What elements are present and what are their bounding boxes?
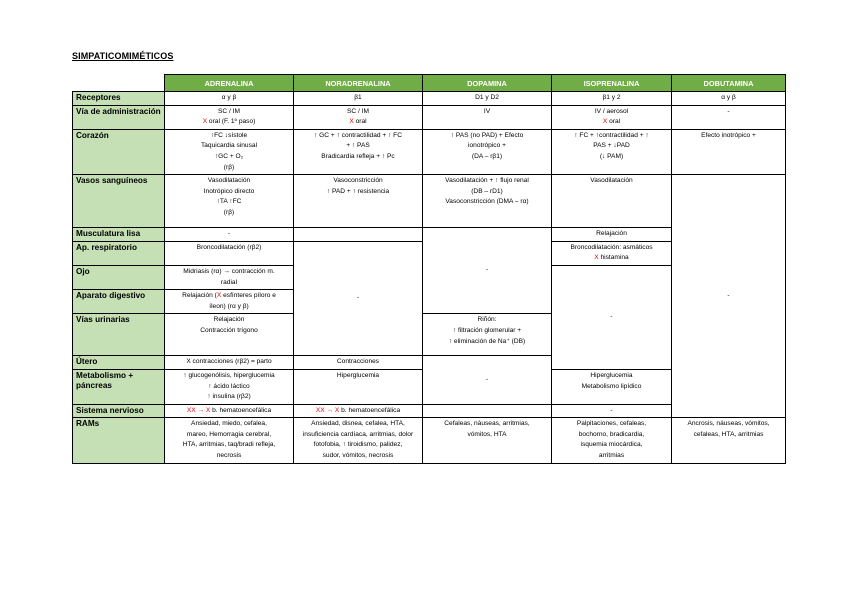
cell: - — [165, 228, 294, 242]
cell — [552, 418, 672, 463]
cell-line: cefaleas, HTA, arritmias — [693, 430, 764, 438]
sympathomimetics-table — [72, 74, 786, 464]
row-receptores — [73, 92, 786, 106]
negation-mark: X — [594, 254, 599, 262]
row-label: Ojo — [73, 265, 165, 289]
cell — [552, 105, 672, 129]
row-label: Receptores — [73, 92, 165, 106]
cell-text: oral — [353, 118, 367, 126]
cell-line: (rβ) — [223, 208, 235, 216]
negation-mark: X — [602, 118, 608, 126]
cell-line: Riñón: — [477, 316, 497, 324]
cell — [552, 369, 672, 404]
cell-line — [296, 117, 420, 128]
negation-mark: X — [349, 118, 354, 126]
cell-dopamina-dash: - — [423, 228, 552, 314]
cell-line: ↑TA ↑FC — [216, 198, 242, 206]
cell-line: HTA, arritmias, taq/bradi refleja, — [182, 441, 276, 449]
cell — [165, 290, 294, 314]
cell-line: Vasoconstricción — [333, 177, 383, 185]
cell-text: histamina — [598, 254, 629, 262]
cell-line: arritmias — [598, 452, 625, 460]
cell-line: insuficiencia cardíaca, arritmias, dolor — [302, 430, 414, 438]
cell — [165, 369, 294, 404]
cell-line: isquemia miocárdica, — [580, 441, 643, 449]
cell-dobutamina-dash: - — [672, 175, 786, 418]
cell-line: Relajación — [213, 316, 245, 324]
header-corner — [73, 75, 165, 92]
cell-line: Metabolismo lipídico — [581, 382, 642, 390]
cell — [552, 241, 672, 265]
negation-mark: X — [216, 292, 222, 300]
cell-line: Ansiedad, miedo, cefalea, — [191, 420, 267, 428]
row-label: Vías urinarias — [73, 314, 165, 356]
cell-line: ↑ filtración glomerular + — [452, 326, 522, 334]
document-title: SIMPATICOMIMÉTICOS — [72, 51, 174, 61]
cell-line — [554, 117, 669, 128]
cell-text: Relajación ( — [182, 292, 217, 300]
row-label: Vasos sanguíneos — [73, 175, 165, 228]
cell-line: IV / aerosol — [594, 107, 629, 115]
cell — [294, 129, 423, 174]
cell: - — [672, 105, 786, 129]
cell-line: + ↑ PAS — [346, 142, 370, 150]
row-via — [73, 105, 786, 129]
cell-line: ↑ glucogenólisis, hiperglucemia — [183, 371, 275, 379]
cell — [165, 418, 294, 463]
cell — [165, 105, 294, 129]
cell-line: ionotrópico + — [468, 142, 506, 150]
header-row — [73, 75, 786, 92]
cell-line: Palpitaciones, cefaleas, — [576, 420, 647, 428]
row-label: Útero — [73, 356, 165, 370]
cell-line: (DB – rD1) — [471, 187, 503, 195]
cell-line: (↓ PAM) — [599, 152, 624, 160]
cell-text: oral (F. 1º paso) — [207, 118, 256, 126]
cell-line: Contracción trígono — [200, 326, 258, 334]
cell-line: Vasodilatación + ↑ flujo renal — [445, 177, 529, 185]
cell — [423, 175, 552, 228]
cell-line: ↑ FC + ↑contractilidad + ↑ — [574, 131, 649, 139]
cell: Vasodilatación — [552, 175, 672, 228]
cell-line: ↑ PAD + ↑ resistencia — [326, 187, 390, 195]
cell — [423, 314, 552, 356]
row-rams — [73, 418, 786, 463]
row-label: Vía de administración — [73, 105, 165, 129]
cell-line: bochorno, bradicardia, — [578, 430, 645, 438]
cell-line: ↑ ácido láctico — [208, 382, 250, 390]
cell-line: (rβ) — [223, 163, 235, 171]
cell-line: radial — [220, 278, 238, 286]
cell: Relajación — [552, 228, 672, 242]
col-dopamina: DOPAMINA — [423, 75, 552, 92]
cell-line: vómitos, HTA — [467, 430, 507, 438]
col-isoprenalina: ISOPRENALINA — [552, 75, 672, 92]
cell — [165, 404, 294, 418]
cell — [165, 265, 294, 289]
cell-line: (DA – rβ1) — [471, 152, 503, 160]
cell — [423, 129, 552, 174]
negation-mark: X — [202, 118, 208, 126]
cell: β1 — [294, 92, 423, 106]
cell — [165, 175, 294, 228]
cell — [165, 129, 294, 174]
cell — [165, 314, 294, 356]
cell — [294, 404, 423, 418]
cell: α y β — [165, 92, 294, 106]
cell: Broncodilatación (rβ2) — [165, 241, 294, 265]
cell-line: Hiperglucemia — [590, 371, 633, 379]
cell — [672, 418, 786, 463]
cell-line: Taquicardia sinusal — [200, 142, 258, 150]
cell-line: Vasoconstricción (DMA – rα) — [445, 198, 529, 206]
cell: X contracciones (rβ2) = parto — [165, 356, 294, 370]
cell-line: mareo, Hemorragia cerebral, — [186, 430, 272, 438]
cell — [552, 129, 672, 174]
cell-text: oral — [607, 118, 621, 126]
col-dobutamina: DOBUTAMINA — [672, 75, 786, 92]
cell: Contracciones — [294, 356, 423, 370]
cell: β1 y 2 — [552, 92, 672, 106]
cell-line: Broncodilatación: asmáticos — [570, 243, 653, 251]
cell-line: íleon) (rα y β) — [209, 302, 249, 310]
cell-line: SC / IM — [218, 107, 240, 115]
cell-line: ↑ eliminación de Na⁺ (DB) — [448, 337, 526, 345]
cell-isoprenalina-dash: - — [552, 265, 672, 369]
cell-line: Inotrópico directo — [203, 187, 255, 195]
cell-line: ↑GC + O₂ — [214, 152, 244, 160]
cell-line: Vasodilatación — [207, 177, 251, 185]
cell: IV — [423, 105, 552, 129]
cell-noradrenalina-dash: - — [294, 241, 423, 356]
cell-line: Cefaleas, náuseas, arritmias, — [444, 420, 530, 428]
cell — [294, 418, 423, 463]
cell-line: Midriasis (rα) → contracción m. — [183, 267, 275, 275]
cell — [294, 228, 423, 242]
row-label: Sistema nervioso — [73, 404, 165, 418]
cell: α y β — [672, 92, 786, 106]
cell-line: Ansiedad, disnea, cefalea, HTA, — [311, 420, 405, 428]
cell-line: ↑FC ↓sístole — [210, 131, 248, 139]
cell — [423, 418, 552, 463]
cell — [423, 404, 552, 418]
cell-line: SC / IM — [347, 107, 369, 115]
cell: - — [552, 404, 672, 418]
cell: Hiperglucemia — [294, 369, 423, 404]
cell-line: necrosis — [216, 452, 242, 460]
cell-line: ↑ insulina (rβ2) — [207, 393, 251, 401]
cell-line: ↑ PAS (no PAD) + Efecto — [450, 131, 524, 139]
cell: D1 y D2 — [423, 92, 552, 106]
cell-dopamina-dash-2: - — [423, 356, 552, 404]
row-label: Musculatura lisa — [73, 228, 165, 242]
cell-line: ↑ GC + ↑ contractilidad + ↑ FC — [314, 131, 402, 139]
col-noradrenalina: NORADRENALINA — [294, 75, 423, 92]
cell-line: PAS + ↓PAD — [593, 142, 630, 150]
cell-line: Bradicardia refleja + ↑ Pc — [321, 152, 395, 160]
row-label: Ap. respiratorio — [73, 241, 165, 265]
negation-mark: XX → X — [315, 406, 340, 414]
cell-line — [167, 291, 291, 302]
cell: Efecto inotrópico + — [672, 129, 786, 174]
row-label: Aparato digestivo — [73, 290, 165, 314]
negation-mark: XX → X — [186, 406, 211, 414]
cell-line: fotofobia, ↑ tiroidismo, palidez, — [313, 441, 403, 449]
row-label: RAMs — [73, 418, 165, 463]
row-corazon — [73, 129, 786, 174]
row-vasos — [73, 175, 786, 228]
cell-text: b. hematoencefálica — [339, 406, 401, 414]
cell — [294, 105, 423, 129]
cell-line — [554, 253, 669, 264]
cell-line: Ancrosis, náuseas, vómitos, — [687, 420, 770, 428]
cell-line — [167, 117, 291, 128]
cell-text: b. hematoencefálica — [210, 406, 272, 414]
cell-text: esfínteres píloro e — [221, 292, 276, 300]
cell-line: sudor, vómitos, necrosis — [322, 452, 394, 460]
cell — [294, 175, 423, 228]
col-adrenalina: ADRENALINA — [165, 75, 294, 92]
row-label: Corazón — [73, 129, 165, 174]
row-label: Metabolismo + páncreas — [73, 369, 165, 404]
